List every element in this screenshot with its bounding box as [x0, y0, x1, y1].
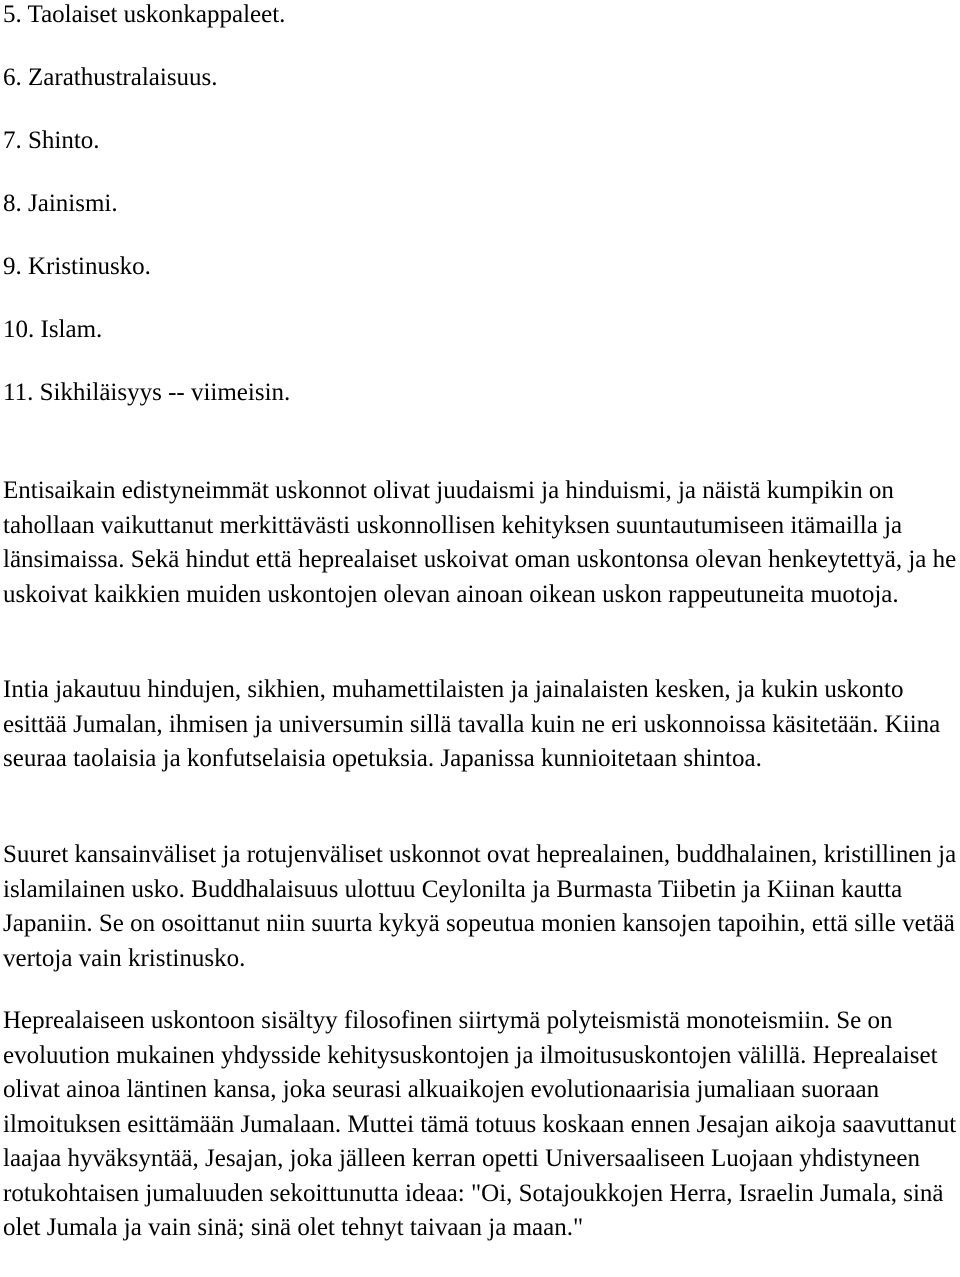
paragraph: Intia jakautuu hindujen, sikhien, muhamettilaisten ja jainalaisten kesken, ja kukin uskonto esittää Jumalan, ihmisen ja universumin sillä tavalla kuin ne eri uskonnoissa käsitetään. Kiina seuraa taolaisia ja konfutselaisia opetuksia. Japanissa kunnioitetaan shintoa.: [3, 676, 941, 772]
list-item: 10. Islam.: [3, 316, 103, 343]
list-item: 7. Shinto.: [3, 127, 100, 154]
list-item: 5. Taolaiset uskonkappaleet.: [3, 1, 286, 28]
list-item: 9. Kristinusko.: [3, 253, 151, 280]
list-item: 8. Jainismi.: [3, 190, 118, 217]
paragraph: Entisaikain edistyneimmät uskonnot olivat juudaismi ja hinduismi, ja näistä kumpikin on tahollaan vaikuttanut merkittävästi uskonnollisen kehityksen suuntautumiseen itämailla ja länsimaissa. Sekä hindut että heprealaiset uskoivat oman uskontonsa olevan henkeytettyä, ja he uskoivat kaikkien muiden uskontojen olevan ainoan oikean uskon rappeutuneita muotoja.: [3, 477, 957, 608]
list-item: 6. Zarathustralaisuus.: [3, 64, 218, 91]
paragraph: Suuret kansainväliset ja rotujenväliset uskonnot ovat heprealainen, buddhalainen, kristillinen ja islamilainen usko. Buddhalaisuus ulottuu Ceylonilta ja Burmasta Tiibetin ja Kiinan kautta Japaniin. Se on osoittanut niin suurta kykyä sopeutua monien kansojen tapoihin, että sille vetää vertoja vain kristinusko.: [3, 841, 957, 972]
list-item: 11. Sikhiläisyys -- viimeisin.: [3, 379, 291, 406]
paragraph: Heprealaiseen uskontoon sisältyy filosofinen siirtymä polyteismistä monoteismiin. Se on evoluution mukainen yhdysside kehitysuskontojen ja ilmoitususkontojen välillä. Heprealaiset olivat ainoa läntinen kansa, joka seurasi alkuaikojen evolutionaarisia jumaliaan suoraan ilmoituksen esittämään Jumalaan. Muttei tämä totuus koskaan ennen Jesajan aikoja saavuttanut laajaa hyväksyntää, Jesajan, joka jälleen kerran opetti Universaaliseen Luojaan yhdistyneen rotukohtaisen jumaluuden sekoittunutta ideaa: "Oi, Sotajoukkojen Herra, Israelin Jumala, sinä olet Jumala ja vain sinä; sinä olet tehnyt taivaan ja maan.": [3, 1007, 957, 1241]
